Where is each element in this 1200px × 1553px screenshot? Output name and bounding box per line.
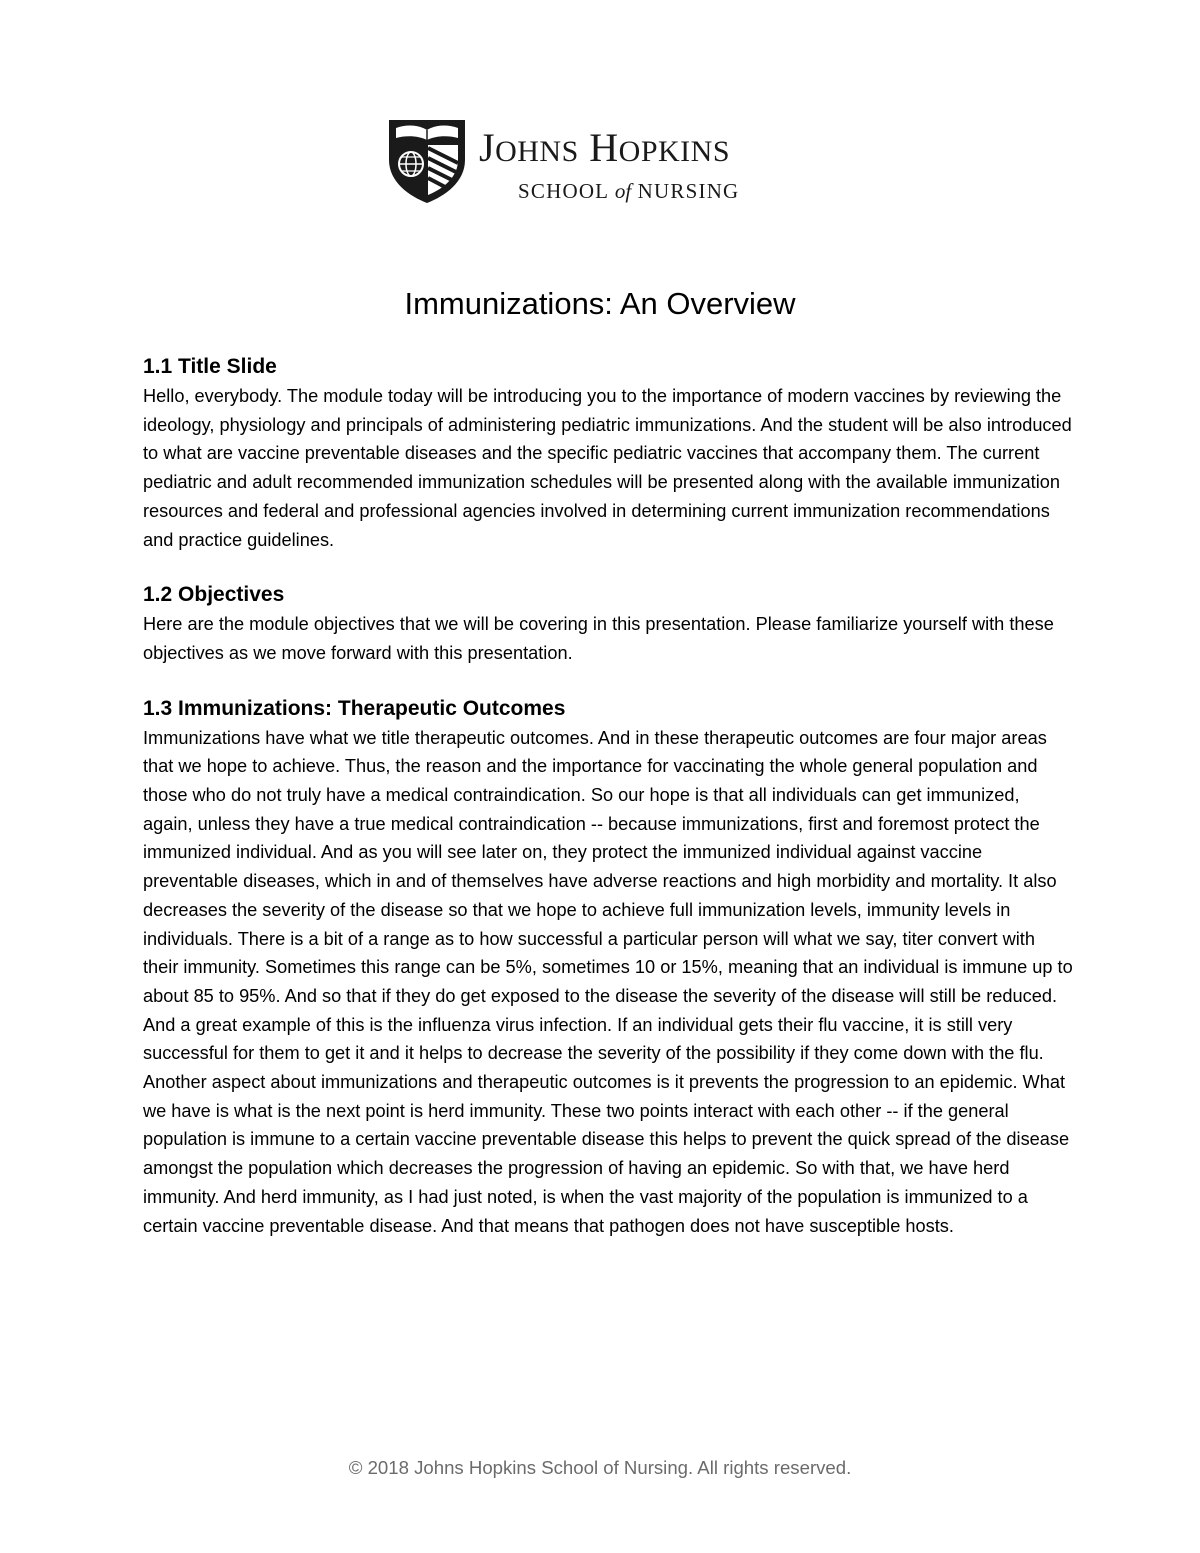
shield-icon <box>387 118 467 204</box>
section-therapeutic-outcomes <box>143 694 1073 1241</box>
logo-school-text: SCHOOL <box>518 179 615 203</box>
copyright-footer: © 2018 Johns Hopkins School of Nursing. All rights reserved. <box>348 1457 852 1478</box>
section-title-slide <box>143 352 1073 554</box>
section-text: Hello, everybody. The module today will be introducing you to the importance of modern vaccines by reviewing the ideology, physiology and principals of administering pediatric immunizations. And the student will be also introduced to what are vaccine preventable diseases and the specific pediatric vaccines that accompany them. The current pediatric and adult recommended immunization schedules will be presented along with the available immunization resources and federal and professional agencies involved in determining current immunization recommendations and practice guidelines. <box>143 386 1072 550</box>
logo-letter: J <box>479 125 496 170</box>
logo-school-name <box>518 178 739 204</box>
logo-wordmark <box>479 124 730 176</box>
logo-letter: H <box>589 125 619 170</box>
section-text: Immunizations have what we title therapeutic outcomes. And in these therapeutic outcomes are four major areas that we hope to achieve. Thus, the reason and the importance for vaccinating the whole general population and those who do not truly have a medical contraindication. So our hope is that all individuals can get immunized, again, unless they have a true medical contraindication -- because immunizations, first and foremost protect the immunized individual. And as you will see later on, they protect the immunized individual against vaccine preventable diseases, which in and of themselves have adverse reactions and high morbidity and mortality. It also decreases the severity of the disease so that we hope to achieve full immunization levels, immunity levels in individuals. There is a bit of a range as to how successful a particular person will what we say, titer convert with their immunity. Sometimes this range can be 5%, sometimes 10 or 15%, meaning that an individual is immune up to about 85 to 95%. And so that if they do get exposed to the disease the severity of the disease will still be reduced. And a great example of this is the influenza virus infection. If an individual gets their flu vaccine, it is still very successful for them to get it and it helps to decrease the severity of the possibility if they come down with the flu. Another aspect about immunizations and therapeutic outcomes is it prevents the progression to an epidemic. What we have is what is the next point is herd immunity. These two points interact with each other -- if the general population is immune to a certain vaccine preventable disease this helps to prevent the quick spread of the disease amongst the population which decreases the progression of having an epidemic. So with that, we have herd immunity. And herd immunity, as I had just noted, is when the vast majority of the population is immunized to a certain vaccine preventable disease. And that means that pathogen does not have susceptible hosts. <box>143 727 1073 1236</box>
logo-school-text: NURSING <box>631 179 740 203</box>
section-objectives <box>143 580 1073 667</box>
section-heading: 1.3 Immunizations: Therapeutic Outcomes <box>143 696 566 720</box>
section-heading: 1.2 Objectives <box>143 583 285 607</box>
logo-letters: OHNS <box>495 135 579 168</box>
document-title: Immunizations: An Overview <box>404 286 796 321</box>
document-body <box>143 352 1073 1266</box>
logo-school-of: of <box>614 179 632 203</box>
section-heading: 1.1 Title Slide <box>143 355 277 378</box>
section-text: Here are the module objectives that we will be covering in this presentation. Please familiarize yourself with these objectives as we move forward with this presentation. <box>143 614 1054 663</box>
logo-letters: OPKINS <box>618 135 731 168</box>
johns-hopkins-logo <box>387 118 817 204</box>
